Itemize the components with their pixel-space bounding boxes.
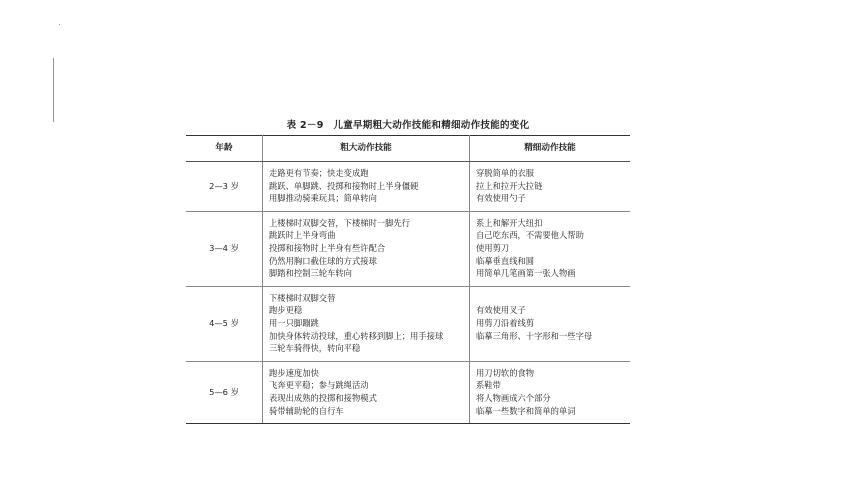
gross-skill-item: 用脚推动骑乘玩具；简单转向	[269, 193, 377, 204]
fine-skill-item: 自己吃东西，不需要他人帮助	[476, 230, 584, 241]
gross-skill-item: 加快身体转动投球，重心转移到脚上；用手接球	[269, 330, 444, 341]
table-row	[186, 211, 630, 286]
table-row	[186, 162, 630, 212]
fine-skill-item: 临摹一些数字和简单的单词	[476, 405, 576, 416]
fine-skill-item: 用刀切软的食物	[476, 367, 535, 378]
age-cell: 2—3 岁	[186, 162, 263, 212]
gross-skills-cell	[263, 286, 470, 361]
fine-skill-item: 穿脱简单的衣服	[476, 168, 535, 178]
header-gross: 粗大动作技能	[263, 136, 470, 162]
fine-skills-cell	[470, 286, 631, 361]
fine-skill-item: 有效使用叉子	[476, 305, 526, 316]
fine-skill-item: 拉上和拉开大拉链	[476, 180, 543, 191]
fine-skill-item: 临摹垂直线和圆	[476, 255, 535, 266]
corner-dot	[59, 24, 60, 25]
skills-table	[186, 135, 630, 424]
header-age: 年龄	[186, 136, 263, 162]
fine-skills-cell	[470, 162, 631, 212]
gross-skill-item: 上楼梯时双脚交替，下楼梯时一脚先行	[269, 217, 411, 228]
fine-skill-item: 系上和解开大纽扣	[476, 217, 543, 228]
fine-skill-item: 系鞋带	[476, 380, 501, 391]
gross-skill-item: 下楼梯时双脚交替	[269, 292, 336, 303]
gross-skill-item: 跑步速度加快	[269, 367, 319, 378]
table-row	[186, 286, 630, 361]
fine-skill-item: 临摹三角形、十字形和一些字母	[476, 330, 593, 341]
gross-skill-item: 用一只脚蹦跳	[269, 317, 319, 328]
gross-skills-cell	[263, 211, 470, 286]
table-body	[186, 162, 630, 424]
accent-line	[53, 58, 54, 122]
gross-skill-item: 骑带辅助轮的自行车	[269, 405, 344, 416]
table-caption: 表 2－9 儿童早期粗大动作技能和精细动作技能的变化	[286, 120, 530, 131]
fine-skill-item: 有效使用勺子	[476, 193, 526, 204]
gross-skill-item: 走路更有节奏；快走变成跑	[269, 168, 369, 178]
gross-skill-item: 脚踏和控制三轮车转向	[269, 268, 352, 279]
gross-skill-item: 跳跃时上半身弯曲	[269, 230, 336, 241]
header-fine: 精细动作技能	[470, 136, 631, 162]
gross-skills-cell	[263, 162, 470, 212]
fine-skill-item: 将人物画成六个部分	[476, 392, 551, 403]
age-cell: 3—4 岁	[186, 211, 263, 286]
age-cell: 4—5 岁	[186, 286, 263, 361]
fine-skills-cell	[470, 211, 631, 286]
fine-skill-item: 用简单几笔画第一张人物画	[476, 268, 576, 279]
gross-skill-item: 表现出成熟的投掷和接物模式	[269, 392, 377, 403]
header-row	[186, 136, 630, 162]
gross-skill-item: 投掷和接物时上半身有些许配合	[269, 242, 386, 253]
gross-skill-item: 仍然用胸口截住球的方式接球	[269, 255, 377, 266]
fine-skills-cell	[470, 361, 631, 423]
gross-skill-item: 三轮车骑得快，转向平稳	[269, 343, 361, 354]
age-cell: 5—6 岁	[186, 361, 263, 423]
gross-skills-cell	[263, 361, 470, 423]
fine-skill-item: 使用剪刀	[476, 242, 510, 253]
gross-skill-item: 跳跃、单脚跳、投掷和接物时上半身僵硬	[269, 180, 419, 191]
fine-skill-item: 用剪刀沿着线剪	[476, 317, 535, 328]
gross-skill-item: 跑步更稳	[269, 305, 303, 316]
gross-skill-item: 飞奔更平稳；参与跳绳活动	[269, 380, 369, 391]
table-row	[186, 361, 630, 423]
